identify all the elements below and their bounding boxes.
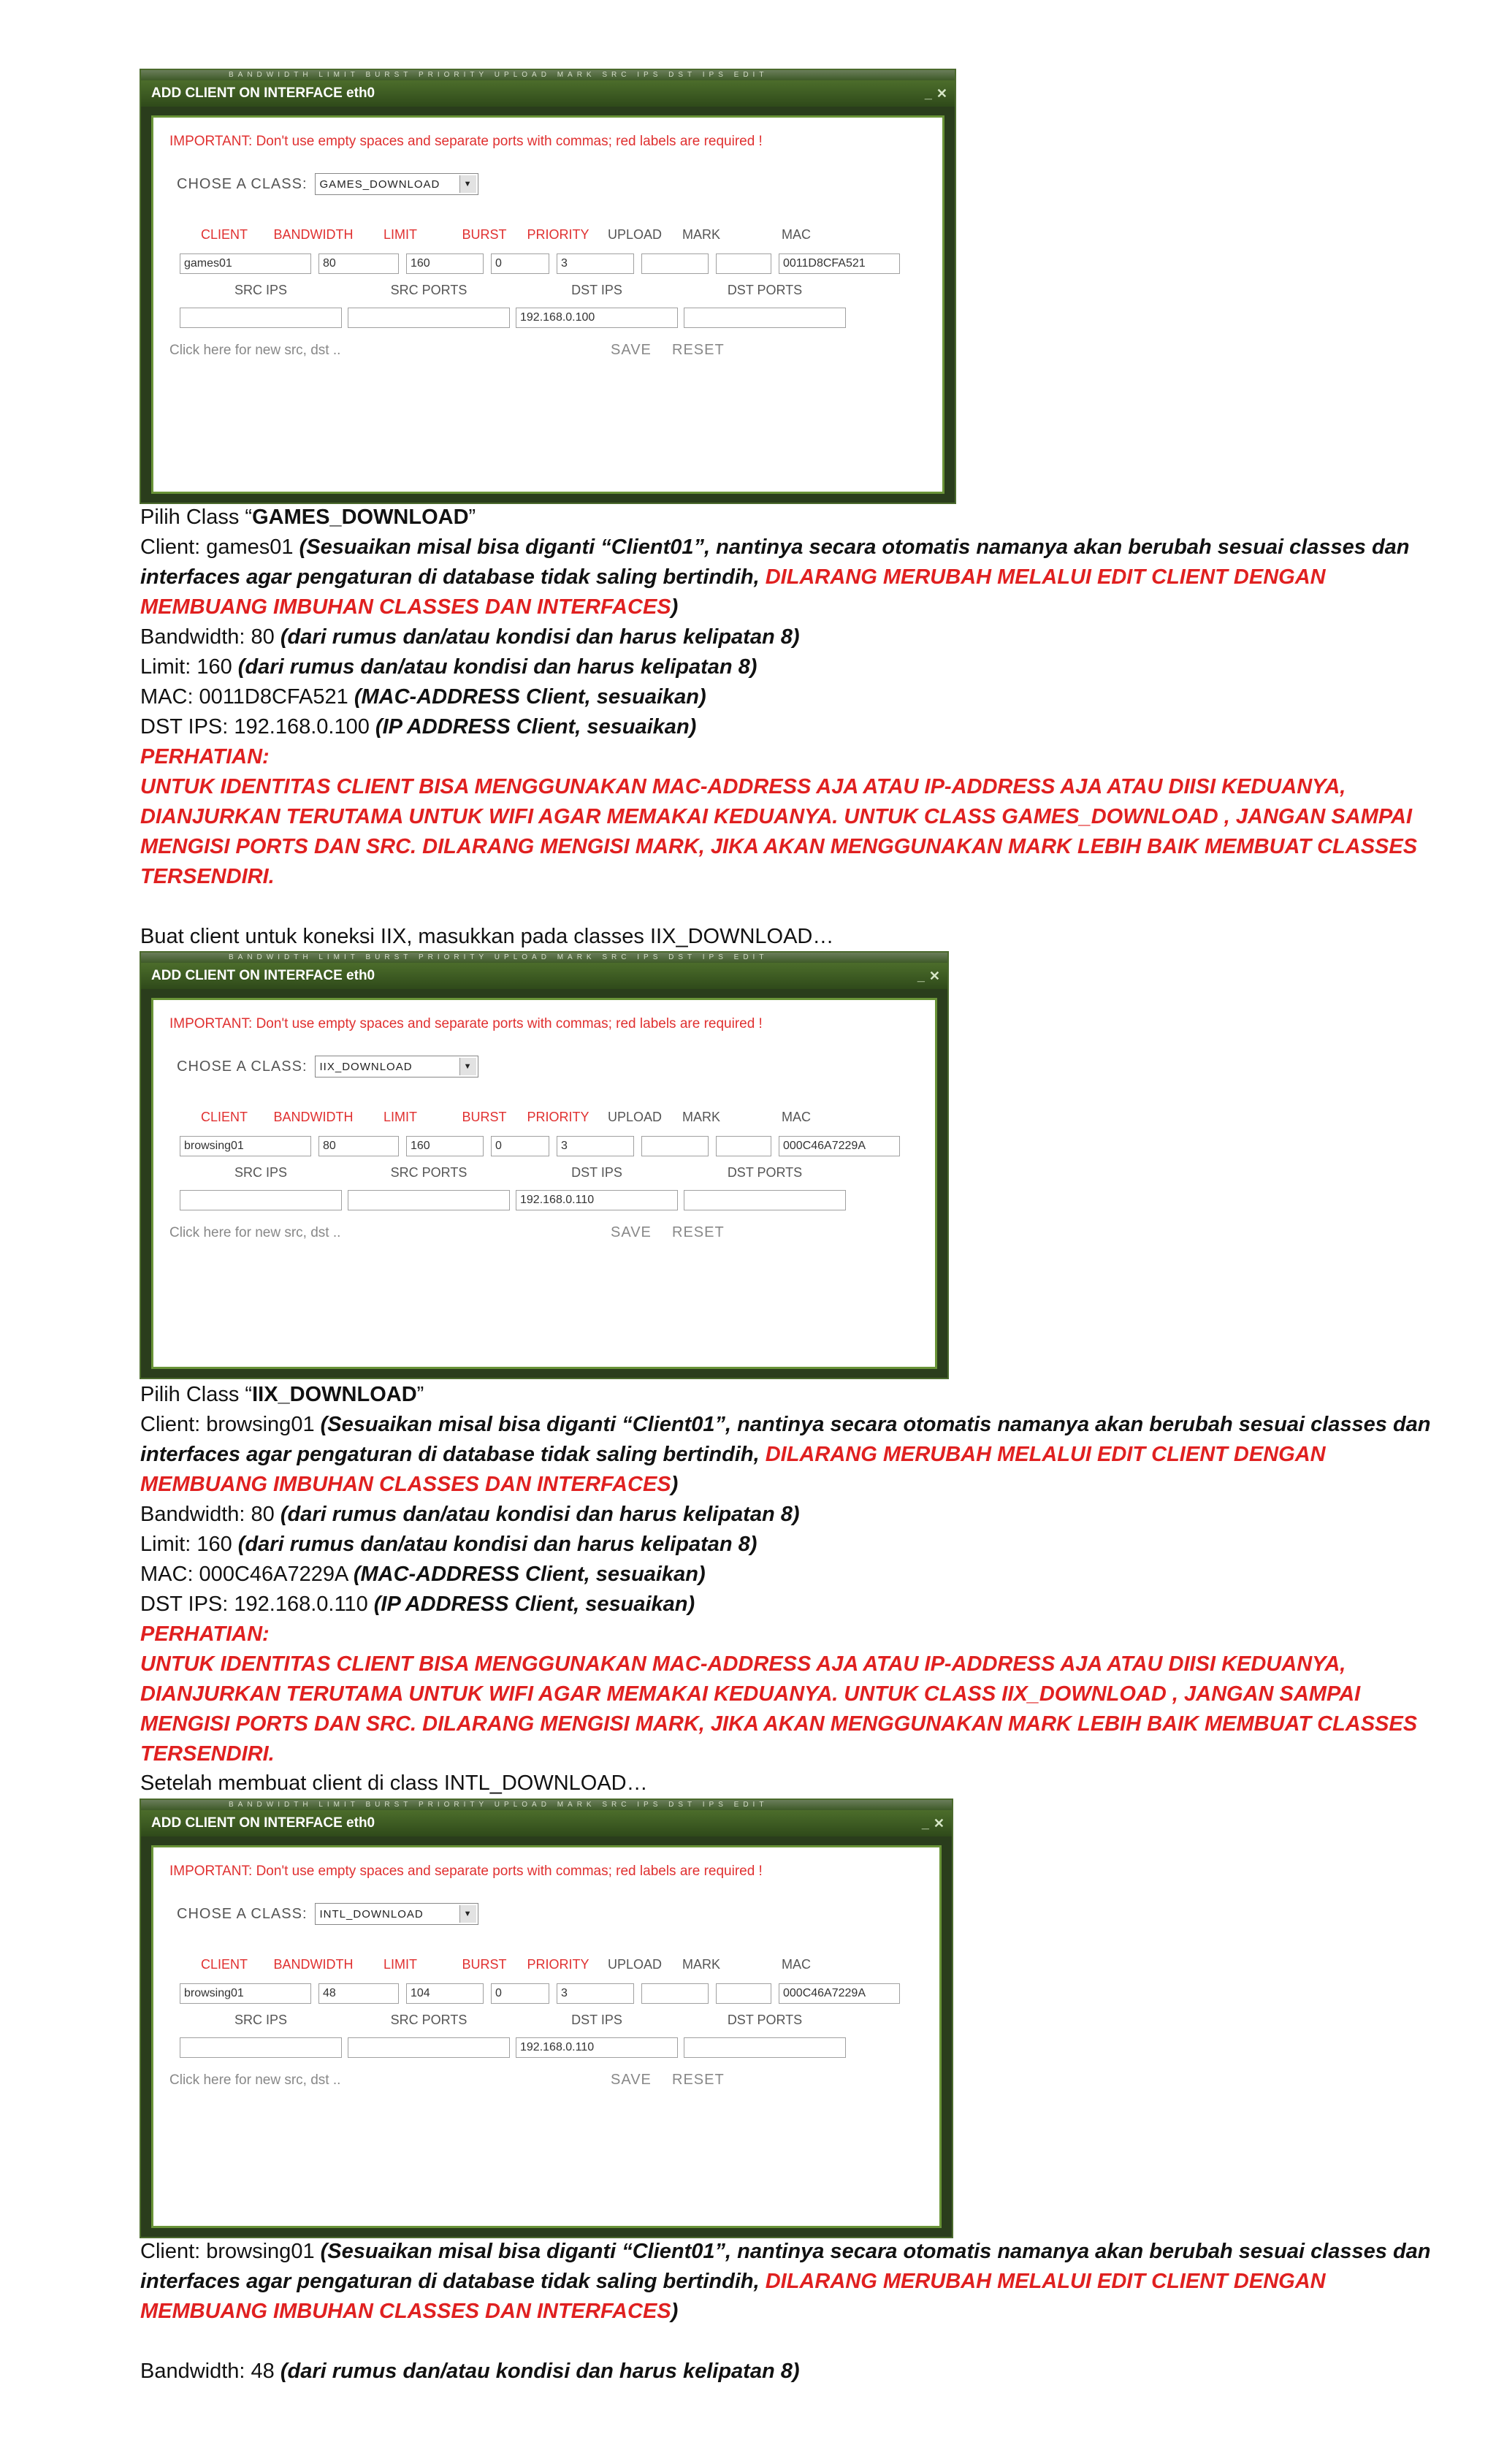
dialog-body	[151, 115, 944, 494]
client-header: CLIENT	[200, 1957, 248, 1972]
chevron-down-icon[interactable]: ▼	[459, 175, 476, 193]
dst-ports-input[interactable]	[684, 2037, 846, 2058]
dst-ips-line-2: DST IPS: 192.168.0.110 (IP ADDRESS Client, sesuaikan)	[140, 1593, 695, 1616]
client-line-3: Client: browsing01 (Sesuaikan misal bisa diganti “Client01”, nantinya secara otomatis namanya akan berubah sesuai classes dan interfaces agar pengaturan di database tidak saling bertindih, DILARANG MERUBAH MELALUI EDIT CLIENT DENGAN MEMBUANG IMBUHAN CLASSES DAN INTERFACES)	[140, 2240, 1431, 2323]
limit-header: LIMIT	[383, 1110, 417, 1124]
mac-input[interactable]: 000C46A7229A	[779, 1983, 900, 2004]
mark-header: MARK	[682, 227, 720, 242]
limit-line-2: Limit: 160 (dari rumus dan/atau kondisi dan harus kelipatan 8)	[140, 1533, 757, 1556]
dst-ips-header: DST IPS	[571, 1165, 622, 1180]
upload-input[interactable]	[641, 1983, 709, 2004]
src-ips-header: SRC IPS	[234, 2013, 288, 2027]
dialog-body	[151, 998, 937, 1369]
perhatian-warning: UNTUK IDENTITAS CLIENT BISA MENGGUNAKAN MAC-ADDRESS AJA ATAU IP-ADDRESS AJA ATAU DIISI KEDUANYA, DIANJURKAN TERUTAMA UNTUK WIFI AGAR MEMAKAI KEDUANYA. UNTUK CLASS GAMES_DOWNLOAD , JANGAN SAMPAI MENGISI PORTS DAN SRC. DILARANG MENGISI MARK, JIKA AKAN MENGGUNAKAN MARK LEBIH BAIK MEMBUAT CLASSES TERSENDIRI.	[140, 775, 1418, 888]
bandwidth-input[interactable]: 48	[318, 1983, 399, 2004]
class-chooser	[177, 173, 478, 195]
mac-header: MAC	[782, 1957, 811, 1972]
dst-ports-input[interactable]	[684, 1190, 846, 1210]
pilih-class-line: Pilih Class “GAMES_DOWNLOAD”	[140, 506, 476, 529]
upload-input[interactable]	[641, 253, 709, 274]
reset-button[interactable]: RESET	[672, 2072, 725, 2088]
chose-class-label: CHOSE A CLASS:	[177, 1905, 308, 1922]
bandwidth-header: BANDWIDTH	[273, 1110, 354, 1124]
close-icon[interactable]: ✕	[936, 85, 947, 101]
window-controls	[922, 1816, 944, 1831]
mark-input[interactable]	[716, 253, 771, 274]
dst-ips-input[interactable]: 192.168.0.110	[516, 1190, 678, 1210]
limit-header: LIMIT	[383, 227, 417, 242]
dst-ips-header: DST IPS	[571, 2013, 622, 2027]
src-ports-header: SRC PORTS	[390, 1165, 468, 1180]
minimize-icon[interactable]: _	[917, 968, 925, 983]
dialog-title: ADD CLIENT ON INTERFACE eth0	[151, 1815, 375, 1831]
mark-input[interactable]	[716, 1983, 771, 2004]
reset-button[interactable]: RESET	[672, 342, 725, 358]
upload-header: UPLOAD	[607, 1110, 663, 1124]
upload-header: UPLOAD	[607, 1957, 663, 1972]
burst-header: BURST	[462, 1110, 507, 1124]
bandwidth-header: BANDWIDTH	[273, 227, 354, 242]
client-input[interactable]: browsing01	[180, 1983, 311, 2004]
src-ports-input[interactable]	[348, 2037, 510, 2058]
class-chooser	[177, 1056, 478, 1077]
background-strip: BANDWIDTH LIMIT BURST PRIORITY UPLOAD MARK SRC IPS DST IPS EDIT	[141, 1800, 952, 1810]
chose-class-label: CHOSE A CLASS:	[177, 1058, 308, 1075]
minimize-icon[interactable]: _	[921, 1815, 929, 1831]
add-client-dialog-games	[140, 69, 956, 504]
dialog-body	[151, 1845, 942, 2228]
burst-input[interactable]: 0	[491, 1136, 549, 1156]
priority-input[interactable]: 3	[557, 1136, 634, 1156]
intro-iix: Buat client untuk koneksi IIX, masukkan pada classes IIX_DOWNLOAD…	[140, 925, 834, 948]
priority-header: PRIORITY	[527, 1110, 589, 1124]
save-button[interactable]: SAVE	[611, 2072, 652, 2088]
client-header: CLIENT	[200, 227, 248, 242]
priority-input[interactable]: 3	[557, 1983, 634, 2004]
bandwidth-header: BANDWIDTH	[273, 1957, 354, 1972]
src-ports-header: SRC PORTS	[390, 283, 468, 297]
bandwidth-line-3: Bandwidth: 48 (dari rumus dan/atau kondisi dan harus kelipatan 8)	[140, 2360, 800, 2383]
mark-header: MARK	[682, 1957, 720, 1972]
burst-header: BURST	[462, 227, 507, 242]
priority-header: PRIORITY	[527, 1957, 589, 1972]
priority-header: PRIORITY	[527, 227, 589, 242]
client-input[interactable]: browsing01	[180, 1136, 311, 1156]
client-header: CLIENT	[200, 1110, 248, 1124]
client-line-2: Client: browsing01 (Sesuaikan misal bisa diganti “Client01”, nantinya secara otomatis namanya akan berubah sesuai classes dan interfaces agar pengaturan di database tidak saling bertindih, DILARANG MERUBAH MELALUI EDIT CLIENT DENGAN MEMBUANG IMBUHAN CLASSES DAN INTERFACES)	[140, 1413, 1431, 1496]
dst-ips-input[interactable]: 192.168.0.100	[516, 308, 678, 328]
mac-line: MAC: 0011D8CFA521 (MAC-ADDRESS Client, sesuaikan)	[140, 685, 706, 709]
bandwidth-line-2: Bandwidth: 80 (dari rumus dan/atau kondisi dan harus kelipatan 8)	[140, 1503, 800, 1526]
minimize-icon[interactable]: _	[924, 85, 932, 101]
dst-ports-header: DST PORTS	[727, 1165, 803, 1180]
src-ips-header: SRC IPS	[234, 1165, 288, 1180]
class-select[interactable]	[315, 173, 478, 195]
limit-input[interactable]: 160	[406, 253, 484, 274]
limit-line: Limit: 160 (dari rumus dan/atau kondisi dan harus kelipatan 8)	[140, 655, 757, 679]
src-ports-input[interactable]	[348, 1190, 510, 1210]
class-select[interactable]	[315, 1903, 478, 1925]
new-src-dst-link[interactable]: Click here for new src, dst ..	[169, 2072, 341, 2088]
new-src-dst-link[interactable]: Click here for new src, dst ..	[169, 343, 341, 358]
dst-ips-line: DST IPS: 192.168.0.100 (IP ADDRESS Client, sesuaikan)	[140, 715, 697, 739]
limit-header: LIMIT	[383, 1957, 417, 1972]
intro-intl: Setelah membuat client di class INTL_DOWNLOAD…	[140, 1771, 648, 1795]
bandwidth-input[interactable]: 80	[318, 1136, 399, 1156]
dialog-titlebar	[141, 963, 947, 989]
src-ips-input[interactable]	[180, 308, 342, 328]
dialog-titlebar	[141, 80, 955, 107]
src-ips-input[interactable]	[180, 2037, 342, 2058]
important-notice: IMPORTANT: Don't use empty spaces and separate ports with commas; red labels are required !	[169, 1016, 763, 1031]
perhatian-warning-2: UNTUK IDENTITAS CLIENT BISA MENGGUNAKAN MAC-ADDRESS AJA ATAU IP-ADDRESS AJA ATAU DIISI KEDUANYA, DIANJURKAN TERUTAMA UNTUK WIFI AGAR MEMAKAI KEDUANYA. UNTUK CLASS IIX_DOWNLOAD , JANGAN SAMPAI MENGISI PORTS DAN SRC. DILARANG MENGISI MARK, JIKA AKAN MENGGUNAKAN MARK LEBIH BAIK MEMBUAT CLASSES TERSENDIRI.	[140, 1652, 1418, 1766]
add-client-dialog-intl	[140, 1799, 953, 2238]
src-ports-input[interactable]	[348, 308, 510, 328]
bandwidth-input[interactable]: 80	[318, 253, 399, 274]
dialog-titlebar	[141, 1810, 952, 1836]
chose-class-label: CHOSE A CLASS:	[177, 175, 308, 192]
bandwidth-line: Bandwidth: 80 (dari rumus dan/atau kondisi dan harus kelipatan 8)	[140, 625, 800, 649]
dialog-title: ADD CLIENT ON INTERFACE eth0	[151, 85, 375, 101]
important-notice: IMPORTANT: Don't use empty spaces and separate ports with commas; red labels are required !	[169, 1864, 763, 1879]
src-ips-input[interactable]	[180, 1190, 342, 1210]
dst-ports-input[interactable]	[684, 308, 846, 328]
mark-header: MARK	[682, 1110, 720, 1124]
chevron-down-icon[interactable]: ▼	[459, 1905, 476, 1923]
background-strip: BANDWIDTH LIMIT BURST PRIORITY UPLOAD MARK SRC IPS DST IPS EDIT	[141, 70, 955, 80]
mac-input[interactable]: 000C46A7229A	[779, 1136, 900, 1156]
perhatian-heading-2: PERHATIAN:	[140, 1622, 270, 1646]
save-button[interactable]: SAVE	[611, 1224, 652, 1240]
src-ips-header: SRC IPS	[234, 283, 288, 297]
dst-ports-header: DST PORTS	[727, 283, 803, 297]
burst-input[interactable]: 0	[491, 1983, 549, 2004]
mark-input[interactable]	[716, 1136, 771, 1156]
client-input[interactable]: games01	[180, 253, 311, 274]
dst-ips-header: DST IPS	[571, 283, 622, 297]
limit-input[interactable]: 104	[406, 1983, 484, 2004]
class-chooser	[177, 1903, 478, 1925]
perhatian-heading: PERHATIAN:	[140, 745, 270, 768]
reset-button[interactable]: RESET	[672, 1224, 725, 1240]
limit-input[interactable]: 160	[406, 1136, 484, 1156]
mac-header: MAC	[782, 1110, 811, 1124]
class-select-value: GAMES_DOWNLOAD	[319, 178, 440, 191]
window-controls	[925, 86, 947, 102]
window-controls	[917, 969, 940, 984]
save-button[interactable]: SAVE	[611, 342, 652, 358]
class-select-value: INTL_DOWNLOAD	[319, 1907, 424, 1921]
upload-input[interactable]	[641, 1136, 709, 1156]
mac-header: MAC	[782, 227, 811, 242]
upload-header: UPLOAD	[607, 227, 663, 242]
dst-ips-input[interactable]: 192.168.0.110	[516, 2037, 678, 2058]
chevron-down-icon[interactable]: ▼	[459, 1058, 476, 1075]
burst-header: BURST	[462, 1957, 507, 1972]
class-select[interactable]	[315, 1056, 478, 1077]
mac-line-2: MAC: 000C46A7229A (MAC-ADDRESS Client, sesuaikan)	[140, 1563, 706, 1586]
important-notice: IMPORTANT: Don't use empty spaces and separate ports with commas; red labels are required !	[169, 134, 763, 149]
mac-input[interactable]: 0011D8CFA521	[779, 253, 900, 274]
new-src-dst-link[interactable]: Click here for new src, dst ..	[169, 1225, 341, 1240]
pilih-class-line-2: Pilih Class “IIX_DOWNLOAD”	[140, 1383, 424, 1406]
class-select-value: IIX_DOWNLOAD	[319, 1060, 413, 1073]
dialog-title: ADD CLIENT ON INTERFACE eth0	[151, 968, 375, 983]
dst-ports-header: DST PORTS	[727, 2013, 803, 2027]
background-strip: BANDWIDTH LIMIT BURST PRIORITY UPLOAD MARK SRC IPS DST IPS EDIT	[141, 953, 947, 963]
priority-input[interactable]: 3	[557, 253, 634, 274]
close-icon[interactable]: ✕	[933, 1815, 944, 1831]
add-client-dialog-iix	[140, 951, 949, 1379]
close-icon[interactable]: ✕	[928, 968, 940, 983]
src-ports-header: SRC PORTS	[390, 2013, 468, 2027]
client-line: Client: games01 (Sesuaikan misal bisa diganti “Client01”, nantinya secara otomatis namanya akan berubah sesuai classes dan interfaces agar pengaturan di database tidak saling bertindih, DILARANG MERUBAH MELALUI EDIT CLIENT DENGAN MEMBUANG IMBUHAN CLASSES DAN INTERFACES)	[140, 535, 1410, 619]
burst-input[interactable]: 0	[491, 253, 549, 274]
